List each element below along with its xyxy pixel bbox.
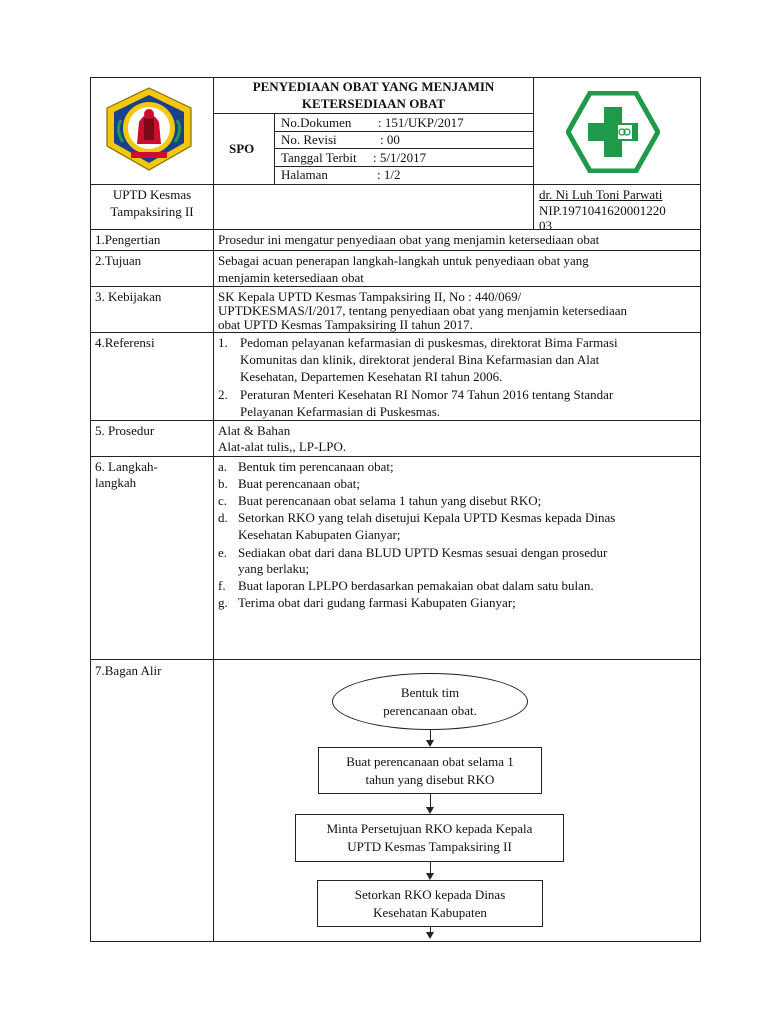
- flow-step-4-box: [317, 880, 543, 927]
- title-divider: [213, 113, 534, 114]
- logo-column-divider: [533, 77, 534, 229]
- flow-step-4-line-2: Kesehatan Kabupaten: [373, 904, 487, 920]
- tujuan-line-2: menjamin ketersediaan obat: [218, 270, 364, 285]
- flow-arrow-1: [430, 730, 431, 740]
- table-border-bottom: [90, 941, 701, 942]
- document-title-line-2: KETERSEDIAAN OBAT: [301, 96, 446, 111]
- kebijakan-line-1: SK Kepala UPTD Kesmas Tampaksiring II, No : 440/069/: [218, 289, 522, 304]
- langkah-label-line-1: 6. Langkah-: [95, 459, 158, 474]
- langkah-item-b-text: Buat perencanaan obat;: [238, 476, 360, 491]
- flow-arrow-2-head: [426, 807, 434, 814]
- signer-nip-line-2: 03: [539, 218, 552, 233]
- langkah-item-d-mark: d.: [218, 510, 228, 525]
- bagan-alir-label: 7.Bagan Alir: [95, 663, 162, 678]
- flow-step-3-line-2: UPTD Kesmas Tampaksiring II: [347, 839, 512, 854]
- flow-step-1-line-2: perencanaan obat.: [383, 702, 477, 718]
- referensi-item-1-number: 1.: [218, 335, 228, 350]
- org-name-line-2: Tampaksiring II: [110, 204, 194, 219]
- prosedur-label: 5. Prosedur: [95, 423, 155, 438]
- langkah-item-d-line-2: Kesehatan Kabupaten Gianyar;: [238, 527, 401, 542]
- kebijakan-line-3: obat UPTD Kesmas Tampaksiring II tahun 2017.: [218, 317, 473, 332]
- langkah-item-e-line-2: yang berlaku;: [238, 561, 310, 576]
- health-center-logo: [566, 91, 660, 173]
- langkah-item-d-line-1: Setorkan RKO yang telah disetujui Kepala UPTD Kesmas kepada Dinas: [238, 510, 616, 525]
- referensi-label: 4.Referensi: [95, 335, 155, 350]
- referensi-item-2-number: 2.: [218, 387, 228, 402]
- langkah-item-g-text: Terima obat dari gudang farmasi Kabupaten Gianyar;: [238, 595, 516, 610]
- flow-step-4-line-1: Setorkan RKO kepada Dinas: [354, 886, 506, 902]
- langkah-item-c-mark: c.: [218, 493, 228, 508]
- document-title-line-1: PENYEDIAAN OBAT YANG MENJAMIN: [252, 79, 495, 94]
- langkah-label-line-2: langkah: [95, 475, 137, 490]
- langkah-item-f-mark: f.: [218, 578, 226, 593]
- org-name-line-1: UPTD Kesmas: [112, 187, 192, 202]
- flow-step-3-line-1: Minta Persetujuan RKO kepada Kepala: [326, 821, 533, 836]
- flowchart-start-ellipse: [332, 673, 528, 730]
- langkah-item-a-text: Bentuk tim perencanaan obat;: [238, 459, 394, 474]
- flow-arrow-4-head: [426, 932, 434, 939]
- label-column-divider: [213, 77, 214, 942]
- pengertian-label: 1.Pengertian: [95, 232, 161, 247]
- flow-step-2-box: [318, 747, 542, 794]
- referensi-item-1-line-2: Komunitas dan klinik, direktorat jenderal Bina Kefarmasian dan Alat: [240, 352, 600, 367]
- doc-number-label: No.Dokumen: [281, 115, 352, 130]
- prosedur-line-2: Alat-alat tulis,, LP-LPO.: [218, 439, 347, 454]
- signer-nip-line-1: NIP.1971041620001220: [539, 203, 666, 218]
- tujuan-label: 2.Tujuan: [95, 253, 142, 268]
- flow-step-3-box: [295, 814, 564, 862]
- referensi-item-1-line-3: Kesehatan, Departemen Kesehatan RI tahun 2006.: [240, 369, 503, 384]
- header-bottom-divider: [90, 184, 701, 185]
- regency-crest-logo: [103, 86, 195, 172]
- langkah-item-f-text: Buat laporan LPLPO berdasarkan pemakaian obat dalam satu bulan.: [238, 578, 594, 593]
- revision-label: No. Revisi: [281, 132, 337, 147]
- row-divider-langkah: [90, 456, 701, 457]
- referensi-item-1-line-1: Pedoman pelayanan kefarmasian di puskesmas, direktorat Bima Farmasi: [240, 335, 618, 350]
- issue-date-label: Tanggal Terbit: [281, 150, 357, 165]
- row-divider-tujuan: [90, 250, 701, 251]
- referensi-item-2-line-2: Pelayanan Kefarmasian di Puskesmas.: [240, 404, 441, 419]
- flow-arrow-3-head: [426, 873, 434, 880]
- row-divider-kebijakan: [90, 286, 701, 287]
- row-divider-prosedur: [90, 420, 701, 421]
- prosedur-line-1: Alat & Bahan: [218, 423, 291, 438]
- langkah-item-a-mark: a.: [218, 459, 228, 474]
- spo-label: SPO: [229, 141, 255, 156]
- row-divider-pengertian: [90, 229, 701, 230]
- kebijakan-line-2: UPTDKESMAS/I/2017, tentang penyediaan obat yang menjamin ketersediaan: [218, 303, 628, 318]
- flow-step-1-line-1: Bentuk tim: [400, 684, 460, 700]
- tujuan-line-1: Sebagai acuan penerapan langkah-langkah untuk penyediaan obat yang: [218, 253, 589, 268]
- row-divider-bagan: [90, 659, 701, 660]
- flow-arrow-1-head: [426, 740, 434, 747]
- page-label: Halaman: [281, 167, 328, 182]
- flow-step-2-line-2: tahun yang disebut RKO: [365, 771, 495, 787]
- kebijakan-label: 3. Kebijakan: [95, 289, 162, 304]
- langkah-item-e-mark: e.: [218, 545, 228, 560]
- flow-arrow-3: [430, 862, 431, 873]
- langkah-item-b-mark: b.: [218, 476, 228, 491]
- page-value: : 1/2: [377, 167, 401, 182]
- flow-step-2-line-1: Buat perencanaan obat selama 1: [346, 753, 514, 769]
- langkah-item-g-mark: g.: [218, 595, 228, 610]
- langkah-item-c-text: Buat perencanaan obat selama 1 tahun yang disebut RKO;: [238, 493, 542, 508]
- flow-arrow-2: [430, 794, 431, 807]
- revision-value: : 00: [380, 132, 400, 147]
- doc-number-value: : 151/UKP/2017: [378, 115, 464, 130]
- table-border-right: [700, 77, 701, 942]
- langkah-item-e-line-1: Sediakan obat dari dana BLUD UPTD Kesmas sesuai dengan prosedur: [238, 545, 608, 560]
- pengertian-text: Prosedur ini mengatur penyediaan obat yang menjamin ketersediaan obat: [218, 232, 600, 247]
- referensi-item-2-line-1: Peraturan Menteri Kesehatan RI Nomor 74 Tahun 2016 tentang Standar: [240, 387, 614, 402]
- issue-date-value: : 5/1/2017: [373, 150, 427, 165]
- signer-name: dr. Ni Luh Toni Parwati: [539, 187, 663, 202]
